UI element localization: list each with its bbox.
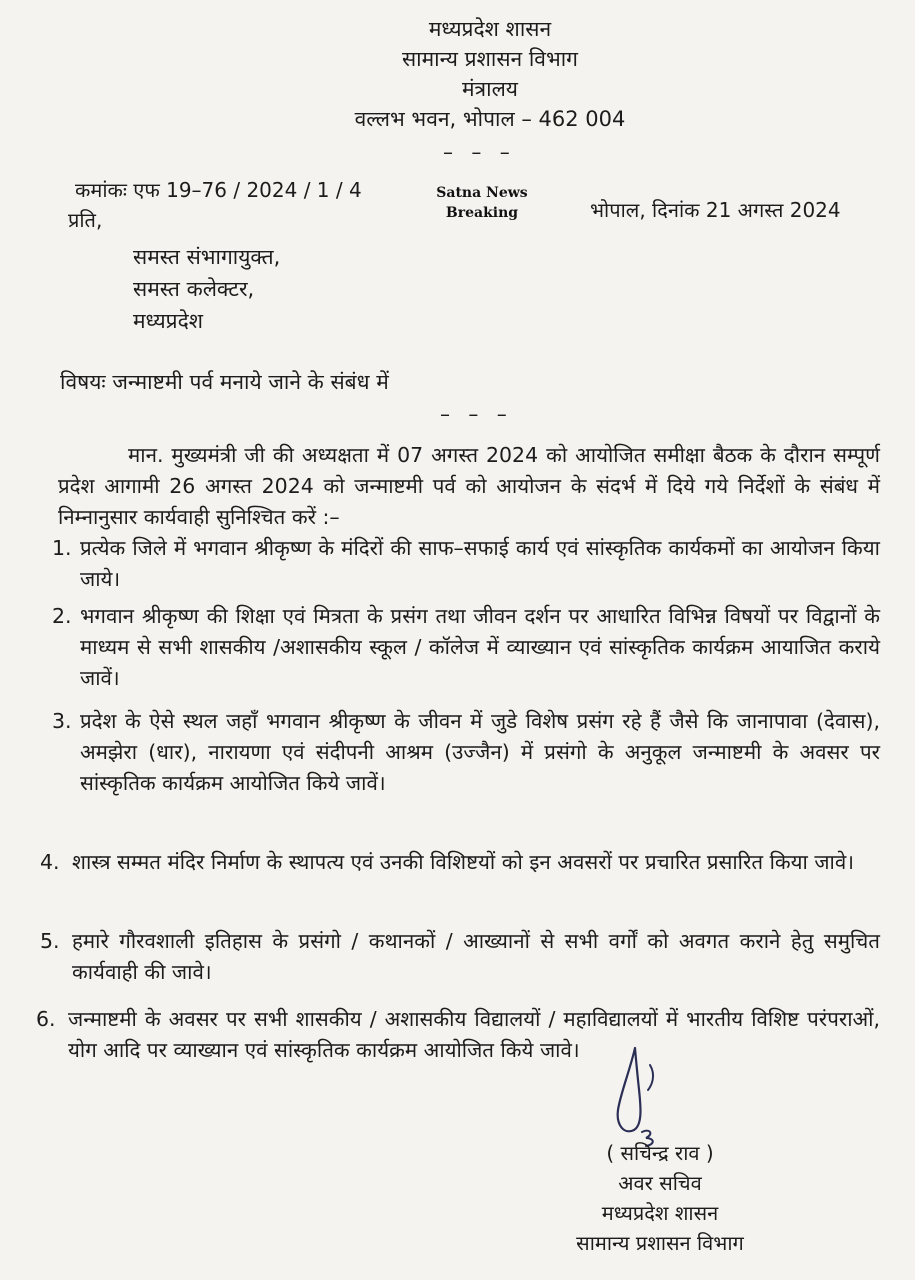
item-2-text: भगवान श्रीकृष्ण की शिक्षा एवं मित्रता के प्रसंग तथा जीवन दर्शन पर आधारित विभिन्न विषयों पर विद्वानों के माध्यम से सभी शासकीय /अशासकीय स्कूल / कॉलेज में व्याख्यान एवं सांस्कृतिक कार्यक्रम आयाजित कराये जावें।	[80, 604, 880, 690]
subject-separator: – – –	[440, 402, 513, 426]
signatory-government: मध्यप्रदेश शासन	[601, 1201, 719, 1225]
item-5-number: 5.	[40, 929, 60, 953]
recipient-line-2: समस्त कलेक्टर,	[133, 277, 255, 301]
recipient-line-1: समस्त संभागायुक्त,	[133, 245, 281, 269]
recipient-line-3: मध्यप्रदेश	[133, 309, 204, 333]
letterhead-government: मध्यप्रदेश शासन	[428, 17, 552, 41]
watermark-line-2: Breaking	[445, 205, 519, 221]
item-4-number: 4.	[40, 850, 60, 874]
recipient-to: प्रति,	[68, 208, 103, 232]
letterhead	[300, 14, 680, 134]
item-1-number: 1.	[52, 536, 72, 560]
item-6-text: जन्माष्टमी के अवसर पर सभी शासकीय / अशासकीय विद्यालयों / महाविद्यालयों में भारतीय विशिष्ट परंपराओं, योग आदि पर व्याख्यान एवं सांस्कृतिक कार्यक्रम आयोजित किये जावे।	[68, 1007, 880, 1062]
item-1-text: प्रत्येक जिले में भगवान श्रीकृष्ण के मंदिरों की साफ–सफाई कार्य एवं सांस्कृतिक कार्यकमों का आयोजन किया जाये।	[80, 536, 880, 591]
watermark-line-1: Satna News	[436, 185, 528, 201]
item-6-number: 6.	[36, 1007, 56, 1031]
intro-paragraph: मान. मुख्यमंत्री जी की अध्यक्षता में 07 अगस्त 2024 को आयोजित समीक्षा बैठक के दौरान सम्पूर्ण प्रदेश आगामी 26 अगस्त 2024 को जन्माष्टमी पर्व को आयोजन के संदर्भ में दिये गये निर्देशों के संबंध में निम्नानुसार कार्यवाही सुनिश्चित करें :–	[58, 443, 880, 529]
watermark	[432, 183, 532, 223]
letterhead-address: वल्लभ भवन, भोपाल – 462 004	[354, 107, 626, 131]
signatory-designation: अवर सचिव	[618, 1171, 702, 1195]
item-3-text: प्रदेश के ऐसे स्थल जहाँ भगवान श्रीकृष्ण के जीवन में जुडे विशेष प्रसंग रहे हैं जैसे कि जानापावा (देवास), अमझेरा (धार), नारायणा एवं संदीपनी आश्रम (उज्जैन) में प्रसंगो के अनुकूल जन्माष्टमी के अवसर पर सांस्कृतिक कार्यक्रम आयोजित किये जावें।	[80, 709, 880, 795]
letterhead-secretariat: मंत्रालय	[461, 77, 518, 101]
signatory-department: सामान्य प्रशासन विभाग	[576, 1231, 744, 1255]
item-5-text: हमारे गौरवशाली इतिहास के प्रसंगो / कथानकों / आख्यानों से सभी वर्गों को अवगत कराने हेतु समुचित कार्यवाही की जावे।	[72, 929, 880, 984]
letterhead-department: सामान्य प्रशासन विभाग	[401, 47, 579, 71]
item-4-text: शास्त्र सम्मत मंदिर निर्माण के स्थापत्य एवं उनकी विशिष्टयों को इन अवसरों पर प्रचारित प्रसारित किया जावे।	[72, 850, 855, 874]
signatory-name: ( सचिन्द्र राव )	[606, 1141, 714, 1165]
reference-number: कमांकः एफ 19–76 / 2024 / 1 / 4	[75, 178, 362, 202]
handwritten-signature	[590, 1040, 680, 1150]
subject-line: विषयः जन्माष्टमी पर्व मनाये जाने के संबंध में	[60, 370, 389, 394]
place-date: भोपाल, दिनांक 21 अगस्त 2024	[590, 198, 841, 222]
item-3-number: 3.	[52, 709, 72, 733]
header-separator: – – –	[443, 140, 516, 164]
item-2-number: 2.	[52, 604, 72, 628]
